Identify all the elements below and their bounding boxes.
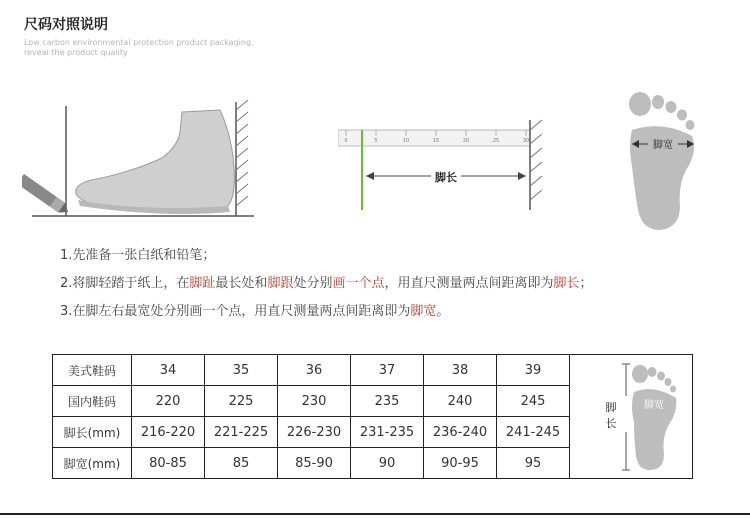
table-cell: 34 [132,355,205,386]
table-cell: 216-220 [132,417,205,448]
subtitle-line-1: Low carbon environmental protection product packaging, [24,38,254,47]
step-3-text: 3.在脚左右最宽处分别画一个点，用直尺测量两点间距离即为 [60,304,411,319]
table-cell: 231-235 [351,417,424,448]
row-header: 美式鞋码 [53,355,132,386]
subtitle-line-2: reveal the product quality [24,48,128,57]
table-cell: 240 [424,386,497,417]
measurement-steps [60,246,593,330]
row-header: 脚宽(mm) [53,448,132,479]
step-2-draw-dot: 画一个点 [332,276,385,291]
size-chart-table [52,354,693,479]
table-cell: 85 [205,448,278,479]
foot-width-label: 脚宽 [653,140,673,151]
ruler-tick-label: 30 [522,138,530,144]
table-row-us-size [53,355,693,386]
footprint-reference-cell [570,355,693,479]
table-cell: 220 [132,386,205,417]
row-header: 国内鞋码 [53,386,132,417]
step-3-foot-width: 脚宽 [410,304,437,319]
foot-side-view-illustration [22,96,254,224]
footprint-icon [570,356,692,478]
table-cell: 36 [278,355,351,386]
table-cell: 35 [205,355,278,386]
ruler-tick-label: 15 [432,138,440,144]
step-2 [60,274,593,302]
table-cell: 230 [278,386,351,417]
step-3 [60,302,593,330]
table-cell: 85-90 [278,448,351,479]
table-cell: 236-240 [424,417,497,448]
table-cell: 80-85 [132,448,205,479]
footprint-illustration [620,90,702,232]
table-cell: 90-95 [424,448,497,479]
step-2-text: ，用直尺测量两点间距离即为 [384,276,554,291]
step-2-text: ； [579,276,593,291]
table-cell: 39 [497,355,570,386]
table-cell: 245 [497,386,570,417]
step-2-text: 最长处和 [215,276,268,291]
step-2-foot-length: 脚长 [553,276,580,291]
page-title: 尺码对照说明 [24,17,108,33]
side-width-label: 脚宽 [644,399,664,411]
step-2-text: 处分别 [293,276,333,291]
table-cell: 241-245 [497,417,570,448]
table-cell: 90 [351,448,424,479]
step-1: 1.先准备一张白纸和铅笔； [60,248,216,263]
step-2-toe: 脚趾 [189,276,216,291]
step-2-text: 2.将脚轻踏于纸上，在 [60,276,190,291]
table-cell: 221-225 [205,417,278,448]
ruler-illustration [338,100,548,215]
table-cell: 235 [351,386,424,417]
ruler-tick-label: 10 [402,138,410,144]
bottom-divider [0,513,750,515]
page-subtitle [24,38,284,58]
step-3-text: 。 [436,304,450,319]
ruler-tick-label: 20 [462,138,470,144]
table-cell: 37 [351,355,424,386]
ruler-tick-label: 5 [374,138,378,144]
ruler-tick-label: 0 [344,138,348,144]
side-length-label-2: 长 [605,416,617,430]
step-2-heel: 脚跟 [267,276,294,291]
row-header: 脚长(mm) [53,417,132,448]
table-cell: 226-230 [278,417,351,448]
table-cell: 38 [424,355,497,386]
table-cell: 95 [497,448,570,479]
table-cell: 225 [205,386,278,417]
side-length-label-1: 脚 [605,400,617,414]
foot-length-label: 脚长 [435,171,457,184]
ruler-tick-label: 25 [492,138,500,144]
